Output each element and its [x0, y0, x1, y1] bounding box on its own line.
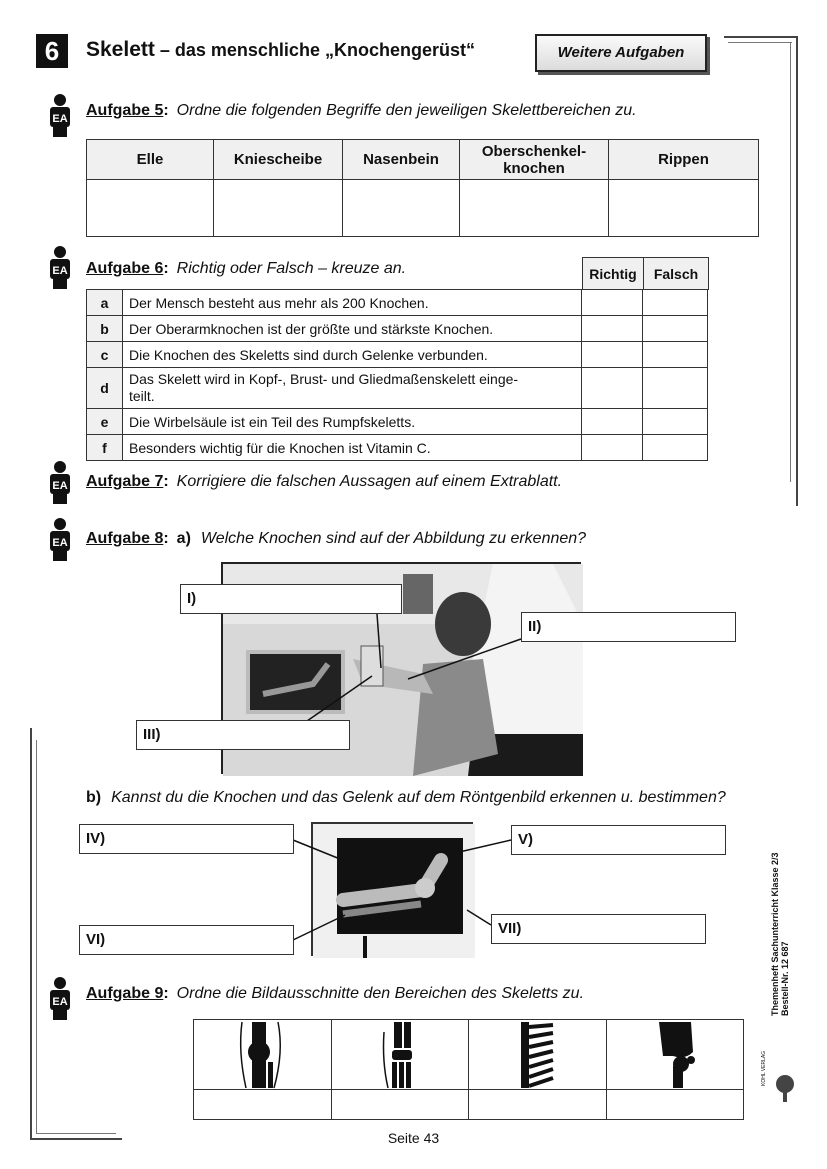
task9-instruction: Ordne die Bildausschnitte den Bereichen des Skeletts zu. — [176, 985, 585, 1002]
checkbox-richtig[interactable] — [582, 342, 643, 368]
answer-box-2[interactable] — [521, 612, 736, 642]
table-row — [87, 316, 708, 342]
task8-label: Aufgabe 8 — [86, 530, 164, 547]
task6-header — [582, 257, 709, 290]
answer-cell[interactable] — [606, 1090, 744, 1120]
table-row — [87, 290, 708, 316]
checkbox-falsch[interactable] — [643, 342, 708, 368]
task8-instruction-a: Welche Knochen sind auf der Abbildung zu erkennen? — [200, 530, 587, 547]
task8-heading-b — [86, 789, 726, 807]
task5-col: Kniescheibe — [214, 140, 343, 180]
answer-box-6[interactable] — [79, 925, 294, 955]
box-label: VII) — [498, 920, 522, 937]
person-ea-icon — [47, 94, 73, 138]
page-title — [86, 38, 475, 62]
task6-table — [86, 289, 708, 461]
checkbox-falsch[interactable] — [643, 435, 708, 461]
box-label: V) — [518, 831, 533, 848]
row-letter: d — [87, 368, 123, 409]
row-statement: Das Skelett wird in Kopf-, Brust- und Gliedmaßenskelett einge- teilt. — [123, 368, 582, 409]
tree-logo-icon — [761, 1050, 798, 1104]
ea-badge-text: EA — [52, 996, 68, 1008]
frame-line — [728, 42, 792, 43]
side-line1: Themenheft Sachunterricht Klasse 2/3 — [770, 852, 780, 1016]
task5-col: Elle — [87, 140, 214, 180]
answer-cell[interactable] — [331, 1090, 469, 1120]
task5-instruction: Ordne die folgenden Begriffe den jeweiligen Skelettbereichen zu. — [176, 102, 637, 119]
image-cell — [606, 1020, 744, 1090]
frame-line — [724, 36, 798, 38]
box-label: VI) — [86, 931, 106, 948]
person-ea-icon — [47, 977, 73, 1021]
ea-badge-text: EA — [52, 265, 68, 277]
more-tasks-button[interactable]: Weitere Aufgaben — [535, 34, 707, 72]
task7-heading: Aufgabe 7: Korrigiere die falschen Aussagen auf einem Extrablatt. — [86, 473, 563, 490]
row-letter: e — [87, 409, 123, 435]
side-info — [770, 852, 790, 1016]
checkbox-richtig[interactable] — [582, 435, 643, 461]
title-main: Skelett — [86, 38, 155, 61]
row-letter: b — [87, 316, 123, 342]
task8-part-a: a) — [176, 530, 191, 547]
checkbox-richtig[interactable] — [582, 290, 643, 316]
person-ea-icon — [47, 246, 73, 290]
checkbox-falsch[interactable] — [643, 368, 708, 409]
checkbox-falsch[interactable] — [643, 409, 708, 435]
task7-label: Aufgabe 7 — [86, 473, 164, 490]
checkbox-richtig[interactable] — [582, 409, 643, 435]
row-letter: f — [87, 435, 123, 461]
knee-joint-icon — [232, 1022, 292, 1088]
checkbox-richtig[interactable] — [582, 368, 643, 409]
publisher-name: KOHL VERLAG — [761, 1050, 767, 1086]
image-cell — [194, 1020, 332, 1090]
task5-col: Rippen — [609, 140, 759, 180]
col-falsch: Falsch — [644, 258, 709, 290]
table-row — [87, 435, 708, 461]
row-statement: Die Knochen des Skeletts sind durch Gelenke verbunden. — [123, 342, 582, 368]
person-ea-icon — [47, 461, 73, 505]
box-label: IV) — [86, 830, 106, 847]
row-statement: Der Mensch besteht aus mehr als 200 Knochen. — [123, 290, 582, 316]
checkbox-falsch[interactable] — [643, 290, 708, 316]
row-letter: a — [87, 290, 123, 316]
frame-line — [796, 36, 798, 506]
publisher-logo — [761, 1050, 798, 1104]
ea-badge-text: EA — [52, 480, 68, 492]
box-label: III) — [143, 726, 161, 743]
task8-heading: Aufgabe 8: a) Welche Knochen sind auf der Abbildung zu erkennen? — [86, 530, 587, 547]
answer-box-3[interactable] — [136, 720, 350, 750]
row-letter: c — [87, 342, 123, 368]
task5-heading: Aufgabe 5: Ordne die folgenden Begriffe den jeweiligen Skelettbereichen zu. — [86, 102, 637, 119]
task7-instruction: Korrigiere die falschen Aussagen auf einem Extrablatt. — [176, 473, 563, 490]
frame-line — [790, 42, 791, 482]
task6-instruction: Richtig oder Falsch – kreuze an. — [176, 260, 407, 277]
row-statement: Die Wirbelsäule ist ein Teil des Rumpfskeletts. — [123, 409, 582, 435]
answer-cell[interactable] — [214, 180, 343, 237]
task6-label: Aufgabe 6 — [86, 260, 164, 277]
answer-box-1[interactable] — [180, 584, 402, 614]
checkbox-richtig[interactable] — [582, 316, 643, 342]
task5-col: Nasenbein — [343, 140, 460, 180]
task9-label: Aufgabe 9 — [86, 985, 164, 1002]
side-line2: Bestell-Nr. 12 687 — [780, 941, 790, 1016]
title-sub: – das menschliche „Knochengerüst“ — [154, 40, 475, 60]
answer-cell[interactable] — [469, 1090, 607, 1120]
row-statement: Der Oberarmknochen ist der größte und stärkste Knochen. — [123, 316, 582, 342]
task5-table — [86, 139, 759, 237]
task8-part-b: b) — [86, 789, 102, 806]
page-number: Seite 43 — [387, 1130, 440, 1146]
answer-cell[interactable] — [194, 1090, 332, 1120]
answer-cell[interactable] — [87, 180, 214, 237]
box-label: II) — [528, 618, 542, 635]
frame-line — [36, 740, 37, 1134]
answer-cell[interactable] — [460, 180, 609, 237]
answer-box-5[interactable] — [511, 825, 726, 855]
ea-badge-text: EA — [52, 113, 68, 125]
table-row — [87, 368, 708, 409]
answer-cell[interactable] — [609, 180, 759, 237]
answer-box-7[interactable] — [491, 914, 706, 944]
task6-heading: Aufgabe 6: Richtig oder Falsch – kreuze an. — [86, 260, 407, 277]
task8-instruction-b: Kannst du die Knochen und das Gelenk auf dem Röntgenbild erkennen u. bestimmen? — [111, 789, 726, 806]
answer-box-4[interactable] — [79, 824, 294, 854]
image-cell — [469, 1020, 607, 1090]
task9-table — [193, 1019, 744, 1120]
xray-image — [311, 822, 473, 956]
spine-ribs-icon — [507, 1022, 567, 1088]
col-richtig: Richtig — [583, 258, 644, 290]
person-ea-icon — [47, 518, 73, 562]
hip-joint-icon — [645, 1022, 705, 1088]
table-row — [87, 409, 708, 435]
task9-heading: Aufgabe 9: Ordne die Bildausschnitte den Bereichen des Skeletts zu. — [86, 985, 585, 1002]
frame-line — [30, 728, 32, 1140]
checkbox-falsch[interactable] — [643, 316, 708, 342]
wrist-bones-icon — [370, 1022, 430, 1088]
ea-badge-text: EA — [52, 537, 68, 549]
image-cell — [331, 1020, 469, 1090]
row-statement: Besonders wichtig für die Knochen ist Vitamin C. — [123, 435, 582, 461]
box-label: I) — [187, 590, 197, 607]
answer-cell[interactable] — [343, 180, 460, 237]
task5-col: Oberschenkel- knochen — [460, 140, 609, 180]
table-row — [87, 342, 708, 368]
task5-label: Aufgabe 5 — [86, 102, 164, 119]
chapter-number: 6 — [36, 34, 68, 68]
